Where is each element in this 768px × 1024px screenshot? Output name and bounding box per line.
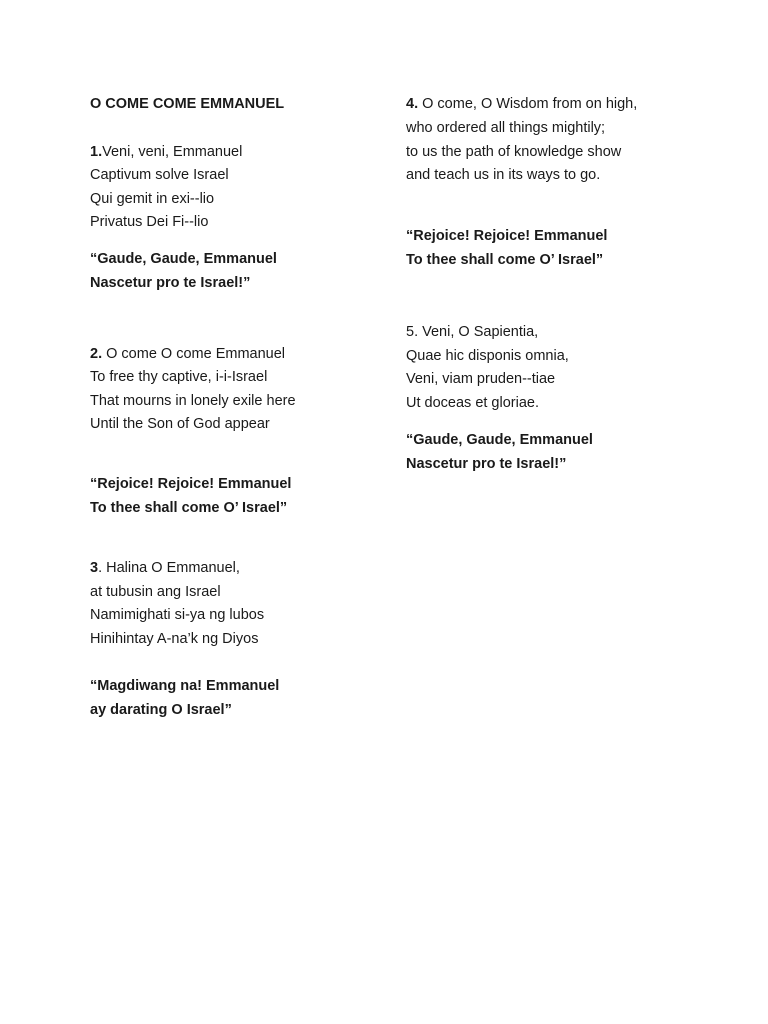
verse-2-line-3: That mourns in lonely exile here: [90, 393, 296, 409]
verse-1-first-line: [90, 143, 242, 161]
verse-1-line-4: Privatus Dei Fi--lio: [90, 214, 209, 230]
verse-1-number: 1.: [90, 144, 103, 160]
refrain-2-line-1: “Rejoice! Rejoice! Emmanuel: [90, 476, 292, 492]
verse-3-number: 3: [90, 560, 99, 576]
verse-3-first-line: [90, 559, 240, 577]
refrain-2-line-2: To thee shall come O’ Israel”: [90, 500, 288, 516]
verse-2-first-line: [90, 345, 285, 363]
verse-4-line-3: to us the path of knowledge show: [406, 144, 622, 160]
verse-5-first-line: 5. Veni, O Sapientia,: [406, 324, 539, 340]
verse-1-line-3: Qui gemit in exi--lio: [90, 191, 215, 207]
refrain-4-line-1: “Rejoice! Rejoice! Emmanuel: [406, 228, 608, 244]
verse-3-line-3: Namimighati si-ya ng lubos: [90, 607, 265, 623]
verse-4-number: 4.: [406, 96, 419, 112]
verse-5-line-3: Veni, viam pruden--tiae: [406, 371, 556, 387]
verse-1-first-text: Veni, veni, Emmanuel: [102, 144, 243, 160]
verse-4-line-2: who ordered all things mightily;: [406, 120, 606, 136]
verse-1-line-2: Captivum solve Israel: [90, 167, 229, 183]
refrain-3-line-2: ay darating O Israel”: [90, 702, 232, 718]
verse-4-line-4: and teach us in its ways to go.: [406, 167, 601, 183]
verse-2-line-2: To free thy captive, i-i-Israel: [90, 369, 268, 385]
verse-5-line-4: Ut doceas et gloriae.: [406, 395, 539, 411]
verse-3-line-4: Hinihintay A-na’k ng Diyos: [90, 631, 259, 647]
verse-3-first-text: . Halina O Emmanuel,: [98, 560, 240, 576]
song-title: O COME COME EMMANUEL: [90, 96, 285, 112]
verse-3-line-2: at tubusin ang Israel: [90, 584, 221, 600]
refrain-4-line-2: To thee shall come O’ Israel”: [406, 252, 604, 268]
verse-2-first-text: O come O come Emmanuel: [102, 346, 286, 362]
refrain-1-line-2: Nascetur pro te Israel!”: [90, 275, 251, 291]
refrain-1-line-1: “Gaude, Gaude, Emmanuel: [90, 251, 277, 267]
verse-4-first-text: O come, O Wisdom from on high,: [418, 96, 638, 112]
verse-2-line-4: Until the Son of God appear: [90, 416, 270, 432]
refrain-3-line-1: “Magdiwang na! Emmanuel: [90, 678, 280, 694]
verse-4-first-line: [406, 95, 637, 113]
verse-2-number: 2.: [90, 346, 103, 362]
refrain-5-line-2: Nascetur pro te Israel!”: [406, 456, 567, 472]
verse-5-line-2: Quae hic disponis omnia,: [406, 348, 569, 364]
refrain-5-line-1: “Gaude, Gaude, Emmanuel: [406, 432, 593, 448]
